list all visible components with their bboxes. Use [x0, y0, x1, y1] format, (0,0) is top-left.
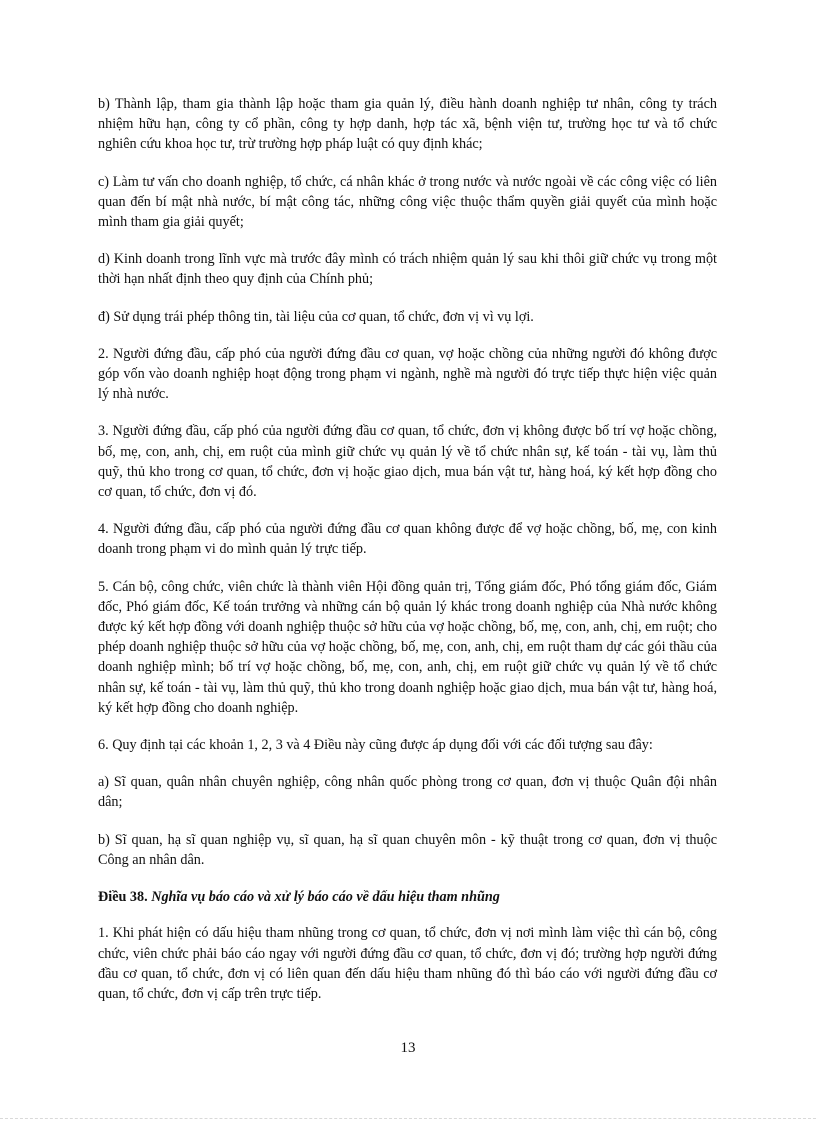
paragraph-clause-4: 4. Người đứng đầu, cấp phó của người đứng đầu cơ quan không được để vợ hoặc chồng, bố, mẹ, con kinh doanh trong phạm vi do mình quản lý trực tiếp.	[98, 521, 717, 558]
paragraph-clause-5: 5. Cán bộ, công chức, viên chức là thành viên Hội đồng quản trị, Tổng giám đốc, Phó tổng giám đốc, Giám đốc, Phó giám đốc, Kế toán trưởng và những cán bộ quản lý khác trong doanh nghiệp của Nhà nước không được ký kết hợp đồng với doanh nghiệp thuộc sở hữu của vợ hoặc chồng, bố, mẹ, con, anh, chị, em ruột; cho phép doanh nghiệp thuộc sở hữu của vợ hoặc chồng, bố, mẹ, con, anh, chị, em ruột tham dự các gói thầu của doanh nghiệp mình; bố trí vợ hoặc chồng, bố, mẹ, con, anh, chị, em ruột giữ chức vụ quản lý về tổ chức nhân sự, kế toán - tài vụ, làm thủ quỹ, thủ kho trong doanh nghiệp hoặc giao dịch, mua bán vật tư, hàng hoá, ký kết hợp đồng cho doanh nghiệp.	[98, 578, 717, 716]
article-number: Điều 38.	[98, 889, 148, 906]
paragraph-clause-2: 2. Người đứng đầu, cấp phó của người đứng đầu cơ quan, vợ hoặc chồng của những người đó không được góp vốn vào doanh nghiệp hoạt động trong phạm vi ngành, nghề mà người đó trực tiếp thực hiện việc quản lý nhà nước.	[98, 345, 717, 403]
paragraph-dd-information-use: đ) Sử dụng trái phép thông tin, tài liệu của cơ quan, tổ chức, đơn vị vì vụ lợi.	[98, 308, 534, 325]
page-bottom-divider	[0, 1118, 816, 1119]
paragraph-clause-6: 6. Quy định tại các khoản 1, 2, 3 và 4 Điều này cũng được áp dụng đối với các đối tượng sau đây:	[98, 737, 653, 754]
paragraph-c-consulting: c) Làm tư vấn cho doanh nghiệp, tổ chức, cá nhân khác ở trong nước và nước ngoài về các công việc có liên quan đến bí mật nhà nước, bí mật công tác, những công việc thuộc thẩm quyền giải quyết của mình hoặc mình tham gia giải quyết;	[98, 173, 717, 231]
paragraph-b-enterprise-roles: b) Thành lập, tham gia thành lập hoặc tham gia quản lý, điều hành doanh nghiệp tư nhân, công ty trách nhiệm hữu hạn, công ty cổ phần, công ty hợp danh, hợp tác xã, bệnh viện tư, trường học tư và tổ chức nghiên cứu khoa học tư, trừ trường hợp pháp luật có quy định khác;	[98, 96, 717, 153]
paragraph-clause-6a: a) Sĩ quan, quân nhân chuyên nghiệp, công nhân quốc phòng trong cơ quan, đơn vị thuộc Quân đội nhân dân;	[98, 774, 717, 811]
article-heading	[98, 887, 717, 907]
page-number: 13	[400, 1040, 416, 1056]
paragraph-d-business: d) Kinh doanh trong lĩnh vực mà trước đây mình có trách nhiệm quản lý sau khi thôi giữ chức vụ trong một thời hạn nhất định theo quy định của Chính phủ;	[98, 251, 717, 288]
article-title: Nghĩa vụ báo cáo và xử lý báo cáo về dấu hiệu tham nhũng	[151, 889, 500, 906]
paragraph-article-38-clause-1: 1. Khi phát hiện có dấu hiệu tham nhũng trong cơ quan, tổ chức, đơn vị nơi mình làm việc thì cán bộ, công chức, viên chức phải báo cáo ngay với người đứng đầu cơ quan, tổ chức, đơn vị đó; trường hợp người đứng đầu cơ quan, tổ chức, đơn vị có liên quan đến dấu hiệu tham nhũng đó thì báo cáo với người đứng đầu cơ quan, tổ chức, đơn vị cấp trên trực tiếp.	[98, 925, 717, 1002]
paragraph-clause-6b: b) Sĩ quan, hạ sĩ quan nghiệp vụ, sĩ quan, hạ sĩ quan chuyên môn - kỹ thuật trong cơ quan, đơn vị thuộc Công an nhân dân.	[98, 831, 717, 868]
paragraph-clause-3: 3. Người đứng đầu, cấp phó của người đứng đầu cơ quan, tổ chức, đơn vị không được bố trí vợ hoặc chồng, bố, mẹ, con, anh, chị, em ruột của mình giữ chức vụ quản lý về tổ chức nhân sự, kế toán - tài vụ, làm thủ quỹ, thủ kho trong cơ quan, tổ chức, đơn vị hoặc giao dịch, mua bán vật tư, hàng hoá, ký kết hợp đồng cho cơ quan, tổ chức, đơn vị đó.	[98, 423, 717, 501]
document-page	[98, 94, 717, 1021]
